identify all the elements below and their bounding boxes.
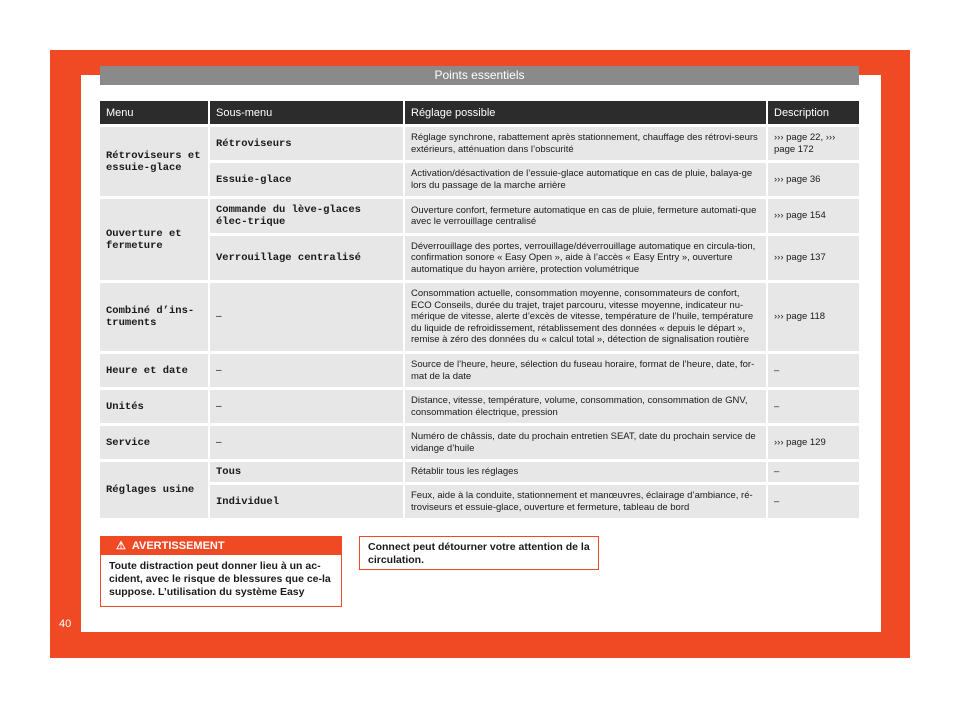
menu-cell: Ouverture et fermeture xyxy=(100,196,210,280)
setting-cell: Déverrouillage des portes, verrouillage/déverrouillage automatique en circula-tion, confirmation sonore « Easy Open », aide à l’accès « Easy Entry », ouverture automatique du hayon arrière, protection volumétrique xyxy=(405,233,768,280)
submenu-cell: – xyxy=(210,280,405,351)
page-reference: ››› page 154 xyxy=(768,196,859,233)
warning-header xyxy=(101,537,341,555)
submenu-cell: – xyxy=(210,423,405,459)
warning-continuation: Connect peut détourner votre attention de la circulation. xyxy=(359,536,599,570)
warning-text: Toute distraction peut donner lieu à un ac-cident, avec le risque de blessures que ce-la suppose. L’utilisation du système Easy xyxy=(109,560,331,598)
submenu-cell: Rétroviseurs xyxy=(210,124,405,160)
column-header-setting: Réglage possible xyxy=(405,101,768,124)
table-row xyxy=(100,351,859,387)
column-header-description: Description xyxy=(768,101,859,124)
submenu-cell: Verrouillage centralisé xyxy=(210,233,405,280)
setting-cell: Réglage synchrone, rabattement après stationnement, chauffage des rétrovi-seurs extérieurs, atténuation dans l’obscurité xyxy=(405,124,768,160)
submenu-cell: – xyxy=(210,387,405,423)
column-header-menu: Menu xyxy=(100,101,210,124)
page-reference: – xyxy=(768,387,859,423)
submenu-cell: Individuel xyxy=(210,482,405,518)
table-row xyxy=(100,459,859,482)
table-header-row xyxy=(100,101,859,124)
section-title: Points essentiels xyxy=(100,66,859,85)
page-reference: ››› page 118 xyxy=(768,280,859,351)
page-reference: ››› page 22, ››› page 172 xyxy=(768,124,859,160)
submenu-cell: – xyxy=(210,351,405,387)
table-row xyxy=(100,233,859,280)
page-reference: – xyxy=(768,482,859,518)
menu-cell: Service xyxy=(100,423,210,459)
submenu-cell: Tous xyxy=(210,459,405,482)
menu-cell: Unités xyxy=(100,387,210,423)
settings-table xyxy=(100,101,859,518)
menu-cell: Réglages usine xyxy=(100,459,210,518)
page-reference: – xyxy=(768,351,859,387)
menu-cell: Rétroviseurs et essuie-glace xyxy=(100,124,210,196)
table-row xyxy=(100,160,859,196)
setting-cell: Source de l’heure, heure, sélection du fuseau horaire, format de l’heure, date, for-mat de la date xyxy=(405,351,768,387)
warning-box xyxy=(100,536,342,607)
setting-cell: Consommation actuelle, consommation moyenne, consommateurs de confort, ECO Conseils, durée du trajet, trajet parcouru, vitesse moyenne, indicateur nu-mérique de vitesse, alerte d’excès de vitesse, température de l’huile, température du liquide de refroidissement, rétablissement des données « depuis le départ », remise à zéro des données du « calcul total », détection de signalisation routière xyxy=(405,280,768,351)
table-row xyxy=(100,196,859,233)
page-reference: ››› page 36 xyxy=(768,160,859,196)
page-reference: – xyxy=(768,459,859,482)
table-row xyxy=(100,280,859,351)
page-number: 40 xyxy=(59,618,72,630)
setting-cell: Numéro de châssis, date du prochain entretien SEAT, date du prochain service de vidange d’huile xyxy=(405,423,768,459)
table-row xyxy=(100,423,859,459)
column-header-submenu: Sous-menu xyxy=(210,101,405,124)
menu-cell: Heure et date xyxy=(100,351,210,387)
setting-cell: Activation/désactivation de l’essuie-glace automatique en cas de pluie, balaya-ge lors du passage de la marche arrière xyxy=(405,160,768,196)
submenu-cell: Essuie-glace xyxy=(210,160,405,196)
page-reference: ››› page 129 xyxy=(768,423,859,459)
setting-cell: Rétablir tous les réglages xyxy=(405,459,768,482)
page-reference: ››› page 137 xyxy=(768,233,859,280)
setting-cell: Distance, vitesse, température, volume, consommation, consommation de GNV, consommation électrique, pression xyxy=(405,387,768,423)
table-row xyxy=(100,482,859,518)
menu-cell: Combiné d’ins-truments xyxy=(100,280,210,351)
setting-cell: Feux, aide à la conduite, stationnement et manœuvres, éclairage d’ambiance, ré-troviseurs et essuie-glace, ouverture et fermeture, tableau de bord xyxy=(405,482,768,518)
warning-triangle-icon: ⚠ xyxy=(116,540,126,552)
submenu-cell: Commande du lève-glaces élec-trique xyxy=(210,196,405,233)
table-row xyxy=(100,124,859,160)
warning-title: AVERTISSEMENT xyxy=(131,540,225,552)
table-row xyxy=(100,387,859,423)
setting-cell: Ouverture confort, fermeture automatique en cas de pluie, fermeture automati-que avec le verrouillage centralisé xyxy=(405,196,768,233)
